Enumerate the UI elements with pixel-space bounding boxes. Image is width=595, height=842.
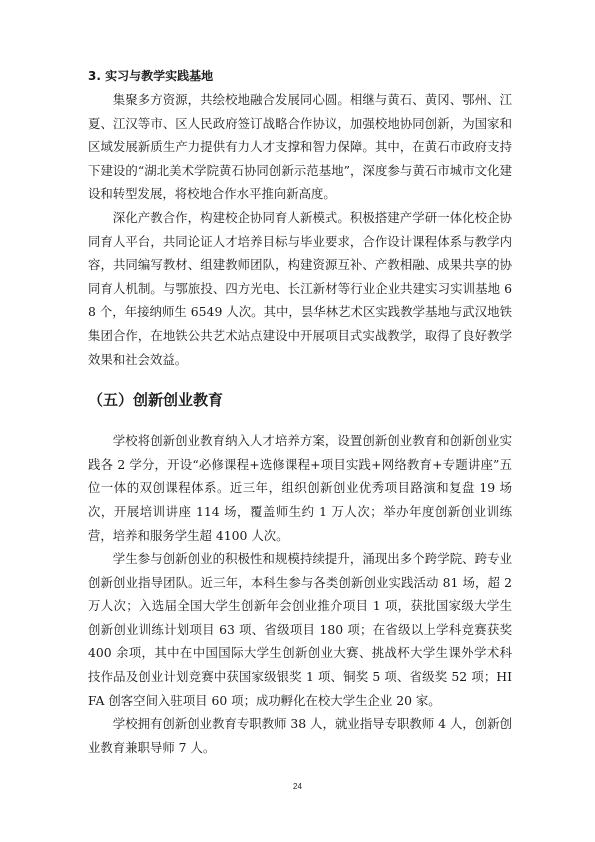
paragraph-industry-education-cooperation: 深化产教合作，构建校企协同育人新模式。积极搭建产学研一体化校企协同育人平台，共同论证人才培养目标与毕业要求，合作设计课程体系与教学内容，共同编写教材、组建教师团队，构建资源互补、产教相融、成果共享的协同育人机制。与鄂旅投、四方光电、长江新材等行业企业共建实习实训基地 68 个，年接纳师生 6549 人次。其中，昙华林艺术区实践教学基地与武汉地铁集团合作，在地铁公共艺术站点建设中开展项目式实战教学，取得了良好教学效果和社会效益。 [88, 209, 512, 367]
paragraph-entrepreneurship-curriculum: 学校将创新创业教育纳入人才培养方案，设置创新创业教育和创新创业实践各 2 学分，开设“必修课程+选修课程+项目实践+网络教育+专题讲座”五位一体的双创课程体系。近三年，组织创新创业优秀项目路演和复盘 19 场次，开展培训讲座 114 场，覆盖师生约 1 万人次；举办年度创新创业训练营，培养和服务学生超 4100 人次。 [88, 433, 512, 543]
paragraph-student-participation: 学生参与创新创业的积极性和规模持续提升，涌现出多个跨学院、跨专业创新创业指导团队。近三年，本科生参与各类创新创业实践活动 81 场，超 2 万人次；入选届全国大学生创新年会创业推介项目 1 项，获批国家级大学生创新创业训练计划项目 63 项、省级项目 180 项；在省级以上学科竞赛获奖 400 余项，其中在中国国际大学生创新创业大赛、挑战杯大学生课外学术科技作品及创业计划竞赛中获国家级银奖 1 项、铜奖 5 项、省级奖 52 项；HIFA 创客空间入驻项目 60 项；成功孵化在校大学生企业 20 家。 [88, 551, 512, 708]
page-number: 24 [293, 782, 302, 791]
page-content [88, 66, 512, 759]
paragraph-faculty: 学校拥有创新创业教育专职教师 38 人，就业指导专职教师 4 人，创新创业教育兼职导师 7 人。 [88, 716, 512, 755]
paragraph-school-local-cooperation: 集聚多方资源，共绘校地融合发展同心圆。相继与黄石、黄冈、鄂州、江夏、江汉等市、区人民政府签订战略合作协议，加强校地协同创新，为国家和区域发展新质生产力提供有力人才支撑和智力保障。其中，在黄石市政府支持下建设的“湖北美术学院黄石协同创新示范基地”，深度参与黄石市城市文化建设和转型发展，将校地合作水平推向新高度。 [88, 92, 512, 202]
subsection-heading: 3. 实习与教学实践基地 [88, 69, 214, 83]
section-title: （五）创新创业教育 [88, 391, 224, 410]
